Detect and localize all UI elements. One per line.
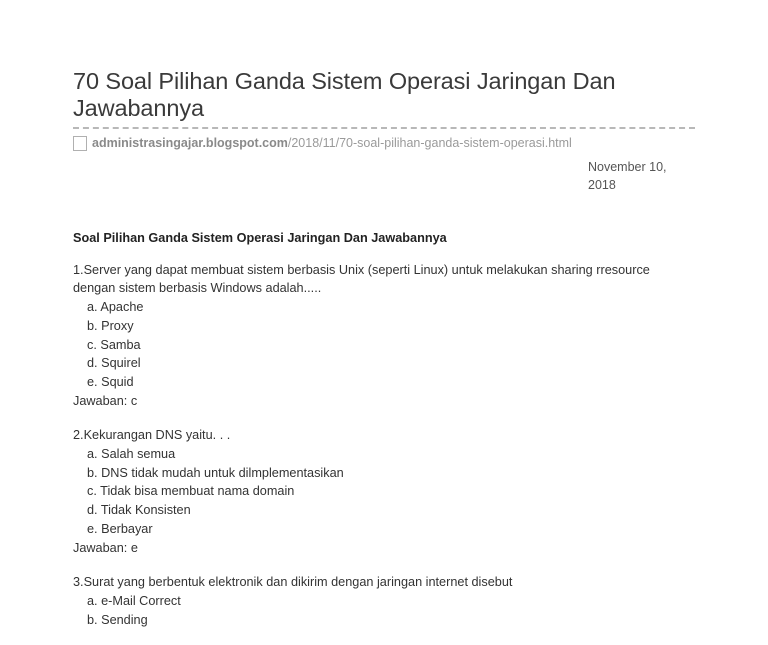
option-item: c. Tidak bisa membuat nama domain xyxy=(87,484,295,499)
question-3 xyxy=(73,573,695,629)
question-text: 2.Kekurangan DNS yaitu. . . xyxy=(73,428,231,443)
site-favicon-icon xyxy=(73,136,87,151)
article-title: 70 Soal Pilihan Ganda Sistem Operasi Jaringan Dan Jawabannya xyxy=(73,68,616,121)
article-content xyxy=(73,229,695,645)
question-text: 1.Server yang dapat membuat sistem berbasis Unix (seperti Linux) untuk melakukan sharing rresource dengan sistem berbasis Windows adalah..... xyxy=(73,262,650,296)
option-list xyxy=(73,445,695,539)
option-item: e. Berbayar xyxy=(87,521,153,536)
option-item: a. e-Mail Correct xyxy=(87,593,181,608)
answer-text: Jawaban: c xyxy=(73,393,138,408)
option-list xyxy=(73,298,695,392)
question-text: 3.Surat yang berbentuk elektronik dan dikirim dengan jaringan internet disebut xyxy=(73,575,513,590)
option-item: d. Squirel xyxy=(87,356,141,371)
option-item: b. DNS tidak mudah untuk dilmplementasikan xyxy=(87,465,344,480)
source-link[interactable] xyxy=(73,134,572,152)
option-item: a. Apache xyxy=(87,300,144,315)
option-item: c. Samba xyxy=(87,337,141,352)
publish-date: November 10, 2018 xyxy=(588,160,667,192)
question-1 xyxy=(73,261,695,411)
title-divider xyxy=(73,127,695,129)
option-item: b. Proxy xyxy=(87,318,134,333)
option-item: a. Salah semua xyxy=(87,447,176,462)
source-domain[interactable]: administrasingajar.blogspot.com xyxy=(92,136,288,150)
source-path[interactable]: /2018/11/70-soal-pilihan-ganda-sistem-operasi.html xyxy=(287,136,572,150)
option-item: b. Sending xyxy=(87,612,148,627)
option-list xyxy=(73,592,695,629)
content-heading: Soal Pilihan Ganda Sistem Operasi Jaringan Dan Jawabannya xyxy=(73,231,447,245)
option-item: e. Squid xyxy=(87,374,134,389)
option-item: d. Tidak Konsisten xyxy=(87,503,191,518)
answer-text: Jawaban: e xyxy=(73,540,138,555)
question-2 xyxy=(73,426,695,557)
